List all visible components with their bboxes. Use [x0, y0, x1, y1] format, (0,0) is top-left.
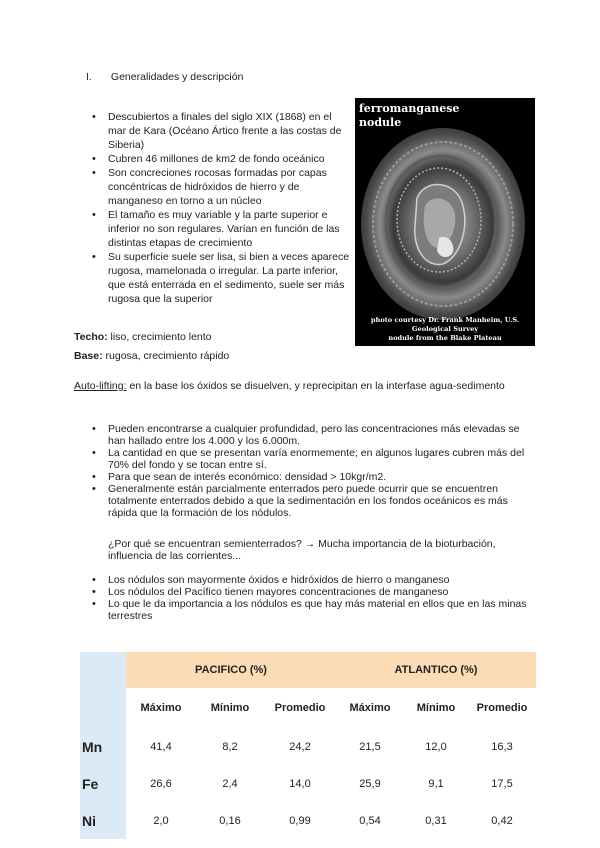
row-label: Mn	[80, 728, 126, 765]
table-cell: 0,42	[491, 814, 513, 827]
table-row	[80, 802, 536, 839]
col-header: Máximo	[140, 702, 182, 714]
list-item: • Para que sean de interés económico: densidad > 10kgr/m2.	[88, 471, 528, 483]
list-item: • Los nódulos del Pacífico tienen mayores concentraciones de manganeso	[88, 586, 528, 598]
col-header: Mínimo	[416, 702, 456, 714]
table-cell: 8,2	[222, 740, 238, 753]
table-label-cell	[80, 688, 126, 728]
table-cell: 0,31	[425, 814, 447, 827]
intro-bullet-list	[88, 110, 350, 306]
list-item: • Los nódulos son mayormente óxidos e hidróxidos de hierro o manganeso	[88, 574, 528, 586]
table-cell: 26,6	[150, 777, 172, 790]
photo-title: ferromanganese nodule	[359, 102, 460, 129]
details-bullet-list	[88, 423, 528, 519]
base-line	[74, 349, 229, 363]
table-cell: 0,99	[289, 814, 311, 827]
row-label: Ni	[80, 802, 126, 839]
table-cell: 9,1	[428, 777, 444, 790]
col-header: Promedio	[476, 702, 528, 714]
list-item: • El tamaño es muy variable y la parte superior e inferior no son regulares. Varían en función de las distintas etapas de crecimiento	[88, 208, 350, 250]
section-heading	[86, 71, 243, 83]
list-item: • Descubiertos a finales del siglo XIX (1868) en el mar de Kara (Océano Ártico frente a las costas de Siberia)	[88, 110, 350, 152]
table-cell: 41,4	[150, 740, 172, 753]
composition-table	[80, 652, 536, 839]
section-number: I.	[86, 71, 92, 83]
list-item: • Son concreciones rocosas formadas por capas concéntricas de hidróxidos de hierro y de manganeso en torno a un núcleo	[88, 166, 350, 208]
row-label: Fe	[80, 765, 126, 802]
col-header: Mínimo	[210, 702, 250, 714]
list-item: • Generalmente están parcialmente enterrados pero puede ocurrir que se encuentren totalmente enterrados debido a que la sedimentación en los fondos oceánicos es más rápida que la formación de los nódulos.	[88, 483, 528, 519]
base-label: Base:	[74, 350, 103, 362]
col-header: Promedio	[274, 702, 326, 714]
table-cell: 16,3	[491, 740, 513, 753]
table-cell: 24,2	[289, 740, 311, 753]
table-cell: 2,0	[153, 814, 169, 827]
atlantic-header: ATLANTICO (%)	[336, 652, 536, 688]
base-text: rugosa, crecimiento rápido	[102, 350, 230, 362]
photo-credit: photo courtesy Dr. Frank Manheim, U.S. Geological Survey nodule from the Blake Plateau	[370, 316, 520, 342]
techo-line	[74, 330, 212, 344]
auto-lifting-paragraph	[74, 379, 524, 393]
question-paragraph: ¿Por qué se encuentran semienterrados? → Mucha importancia de la bioturbación, influencia de las corrientes...	[108, 538, 496, 562]
nodule-illustration	[355, 98, 535, 346]
list-item: • Su superficie suele ser lisa, si bien a veces aparece rugosa, mamelonada o irregular. La parte inferior, que está enterrada en el sedimento, suele ser más rugosa que la superior	[88, 250, 350, 306]
list-item: • Lo que le da importancia a los nódulos es que hay más material en ellos que en las minas terrestres	[88, 598, 528, 622]
table-cell: 12,0	[425, 740, 447, 753]
col-header: Máximo	[349, 702, 391, 714]
table-cell: 21,5	[359, 740, 381, 753]
table-cell: 17,5	[491, 777, 513, 790]
composition-bullet-list	[88, 574, 528, 622]
section-title: Generalidades y descripción	[110, 71, 244, 83]
auto-lifting-label: Auto-lifting:	[74, 380, 127, 392]
table-row	[80, 765, 536, 802]
techo-text: liso, crecimiento lento	[107, 331, 212, 343]
pacific-header: PACIFICO (%)	[126, 652, 336, 688]
table-cell: 2,4	[222, 777, 238, 790]
techo-label: Techo:	[74, 331, 108, 343]
table-cell: 14,0	[289, 777, 311, 790]
auto-lifting-text: en la base los óxidos se disuelven, y reprecipitan en la interfase agua-sedimento	[126, 380, 505, 392]
table-cell: 0,16	[219, 814, 241, 827]
table-cell: 0,54	[359, 814, 381, 827]
table-cell: 25,9	[359, 777, 381, 790]
list-item: • La cantidad en que se presentan varía enormemente; en algunos lugares cubren más del 70% del fondo y se tocan entre sí.	[88, 447, 528, 471]
list-item: • Pueden encontrarse a cualquier profundidad, pero las concentraciones más elevadas se han hallado entre los 4.000 y los 6.000m.	[88, 423, 528, 447]
list-item: • Cubren 46 millones de km2 de fondo oceánico	[88, 152, 350, 166]
nodule-photo	[355, 98, 535, 346]
table-corner-cell	[80, 652, 126, 688]
table-row	[80, 728, 536, 765]
